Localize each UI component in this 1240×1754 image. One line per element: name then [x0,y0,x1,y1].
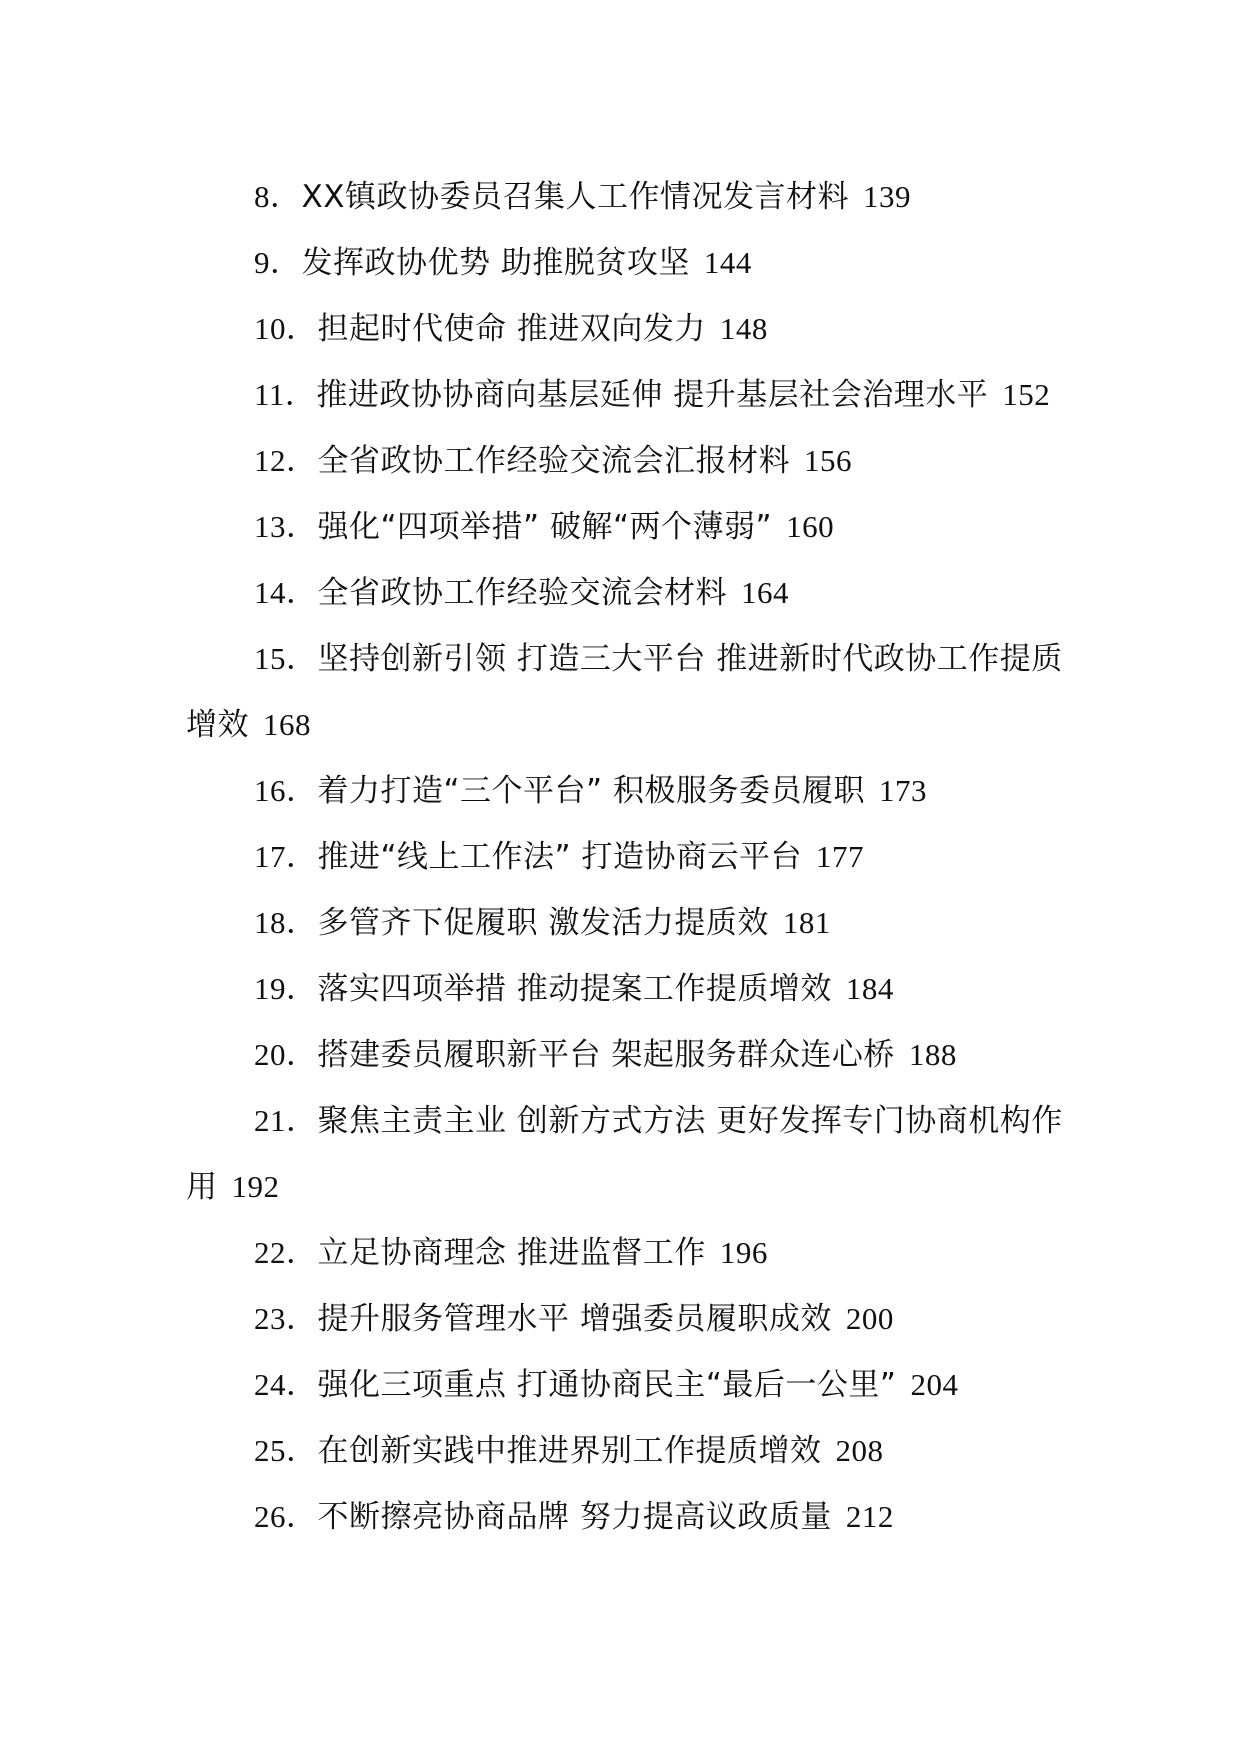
toc-entry [186,956,1070,1022]
toc-entry [186,626,1070,758]
toc-entry-number: 15． [254,641,318,676]
toc-entry [186,824,1070,890]
toc-entry-title: 着力打造“三个平台” 积极服务委员履职 [317,773,865,809]
toc-entry [186,1352,1070,1418]
toc-entry-title: 立足协商理念 推进监督工作 [317,1235,706,1271]
toc-entry-title: 搭建委员履职新平台 架起服务群众连心桥 [317,1037,895,1073]
toc-entry [186,758,1070,824]
toc-entry [186,1022,1070,1088]
toc-entry-number: 21． [254,1103,318,1138]
toc-entry-page: 200 [845,1301,894,1336]
toc-entry-title: 强化“四项举措” 破解“两个薄弱” [317,509,773,545]
toc-entry-title: 发挥政协优势 助推脱贫攻坚 [301,245,690,281]
toc-entry [186,428,1070,494]
toc-entry-number: 18． [254,905,318,940]
toc-entry-number: 20． [254,1037,318,1072]
toc-entry-number: 9． [254,245,302,280]
toc-entry-title: 在创新实践中推进界别工作提质增效 [317,1433,822,1469]
toc-entry [186,296,1070,362]
toc-entry-page: 177 [815,839,864,874]
toc-entry-page: 152 [1002,377,1051,412]
toc-entry-number: 14． [254,575,318,610]
toc-entry [186,1220,1070,1286]
toc-entry-page: 139 [862,179,911,214]
toc-entry-title: 全省政协工作经验交流会材料 [317,575,727,611]
toc-entry-number: 11． [254,377,317,412]
toc-entry-page: 168 [263,707,311,742]
toc-entry [186,560,1070,626]
toc-entry-title: 不断擦亮协商品牌 努力提高议政质量 [317,1499,832,1535]
toc-entry-page: 160 [786,509,835,544]
toc-entry-page: 196 [719,1235,768,1270]
toc-entry-number: 12． [254,443,318,478]
toc-entry-title: 推进政协协商向基层延伸 提升基层社会治理水平 [316,377,989,413]
toc-entry [186,230,1070,296]
toc-entry [186,362,1070,428]
toc-entry-title: 强化三项重点 打通协商民主“最后一公里” [317,1367,897,1403]
toc-entry-number: 17． [254,839,318,874]
toc-entry [186,1088,1070,1220]
toc-entry-title: 担起时代使命 推进双向发力 [317,311,706,347]
toc-entry-page: 212 [845,1499,894,1534]
toc-entry-title: 推进“线上工作法” 打造协商云平台 [317,839,802,875]
toc-entry-title: 坚持创新引领 打造三大平台 推进新时代政协工作提质增效 [186,641,1063,743]
toc-entry-number: 24． [254,1367,318,1402]
toc-entry-page: 208 [835,1433,884,1468]
toc-entry-number: 13． [254,509,318,544]
toc-entry-title: XX镇政协委员召集人工作情况发言材料 [301,179,849,215]
toc-entry-title: 落实四项举措 推动提案工作提质增效 [317,971,832,1007]
toc-entry [186,164,1070,230]
toc-entry-title: 多管齐下促履职 激发活力提质效 [317,905,769,941]
toc-entry-page: 164 [741,575,789,610]
toc-entry-number: 8． [254,179,302,214]
toc-entry-page: 144 [703,245,752,280]
toc-entry-title: 聚焦主责主业 创新方式方法 更好发挥专门协商机构作用 [186,1103,1063,1205]
toc-entry-title: 全省政协工作经验交流会汇报材料 [317,443,790,479]
toc-entry-page: 204 [910,1367,959,1402]
toc-entry-page: 148 [719,311,768,346]
toc-entry [186,1484,1070,1550]
table-of-contents [186,164,1070,1550]
toc-entry [186,890,1070,956]
toc-entry [186,494,1070,560]
toc-entry-number: 19． [254,971,318,1006]
toc-entry-page: 156 [804,443,852,478]
toc-entry-number: 16． [254,773,318,808]
toc-entry-number: 25． [254,1433,318,1468]
toc-entry-page: 192 [231,1169,280,1204]
toc-entry-number: 10． [254,311,318,346]
toc-entry-title: 提升服务管理水平 增强委员履职成效 [317,1301,832,1337]
toc-entry [186,1286,1070,1352]
toc-entry-number: 22． [254,1235,318,1270]
toc-entry-page: 188 [908,1037,957,1072]
toc-entry-page: 184 [845,971,894,1006]
toc-entry-page: 173 [878,773,927,808]
toc-entry-number: 23． [254,1301,318,1336]
toc-entry-number: 26． [254,1499,318,1534]
toc-entry [186,1418,1070,1484]
toc-entry-page: 181 [782,905,831,940]
